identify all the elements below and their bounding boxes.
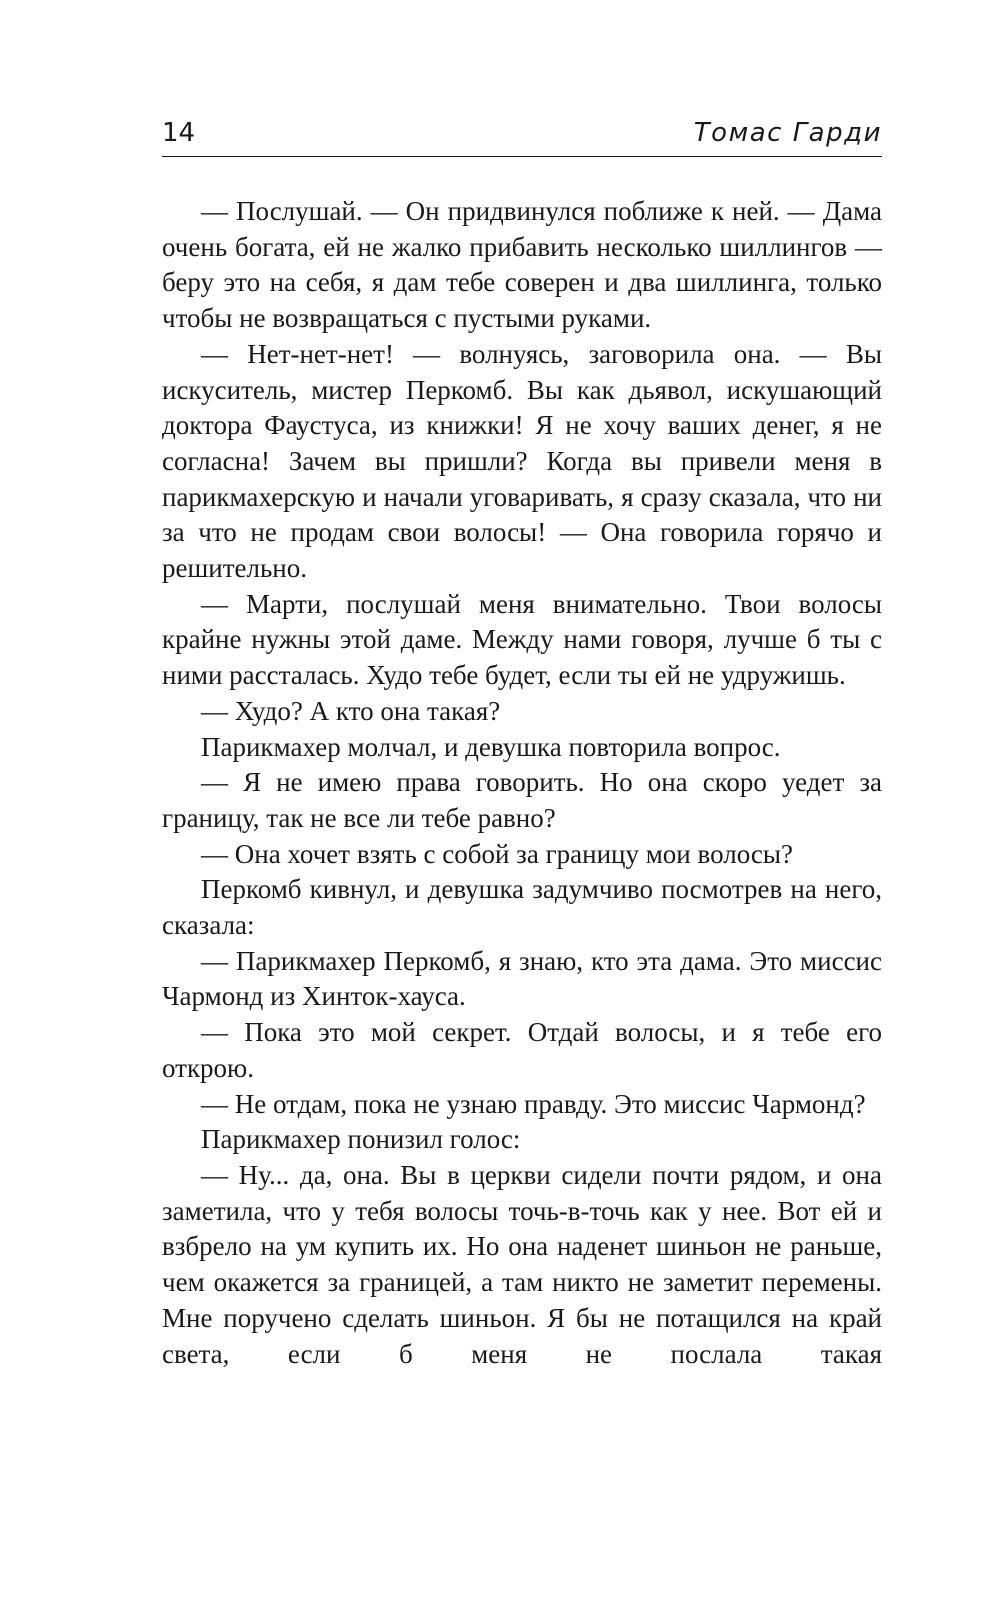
paragraph: — Я не имею права говорить. Но она скоро уедет за границу, так не все ли тебе равно? — [162, 767, 882, 833]
paragraph: Парикмахер молчал, и девушка повторила вопрос. — [201, 731, 781, 762]
paragraph: — Послушай. — Он придвинулся поближе к ней. — Дама очень богата, ей не жалко прибавить несколько шиллингов — беру это на себя, я дам тебе соверен и два шиллинга, только чтобы не возвращаться с пустыми руками. — [162, 196, 882, 334]
paragraph: — Она хочет взять с собой за границу мои волосы? — [201, 838, 793, 869]
paragraph: — Пока это мой секрет. Отдай волосы, и я тебе его открою. — [162, 1017, 882, 1083]
paragraph: — Парикмахер Перкомб, я знаю, кто эта дама. Это миссис Чармонд из Хинток-хауса. — [162, 945, 882, 1012]
paragraph: Парикмахер понизил голос: — [201, 1124, 521, 1155]
paragraph: — Ну... да, она. Вы в церкви сидели почти рядом, и она заметила, что у тебя волосы точь-в-точь как у нее. Вот ей и взбрело на ум купить их. Но она наденет шиньон не раньше, чем окажется за границей, а там никто не заметит перемены. Мне поручено сделать шиньон. Я бы не потащился на край света, если б меня не послала такая — [162, 1159, 882, 1369]
text-body — [162, 194, 882, 1372]
paragraph: — Худо? А кто она такая? — [201, 695, 501, 726]
paragraph: — Не отдам, пока не узнаю правду. Это миссис Чармонд? — [201, 1088, 866, 1119]
paragraph: — Марти, послушай меня внимательно. Твои волосы крайне нужны этой даме. Между нами говоря, лучше б ты с ними рассталась. Худо тебе будет, если ты ей не удружишь. — [162, 588, 882, 691]
running-header — [162, 112, 882, 157]
page-number: 14 — [162, 118, 196, 148]
running-title: Томас Гарди — [693, 118, 882, 148]
paragraph: — Нет-нет-нет! — волнуясь, заговорила она. — Вы искуситель, мистер Перкомб. Вы как дьявол, искушающий доктора Фаустуса, из книжки! Я не хочу ваших денег, я не согласна! Зачем вы пришли? Когда вы привели меня в парикмахерскую и начали уговаривать, я сразу сказала, что ни за что не продам свои волосы! — Она говорила горячо и решительно. — [162, 338, 882, 584]
paragraph: Перкомб кивнул, и девушка задумчиво посмотрев на него, сказала: — [162, 874, 882, 941]
